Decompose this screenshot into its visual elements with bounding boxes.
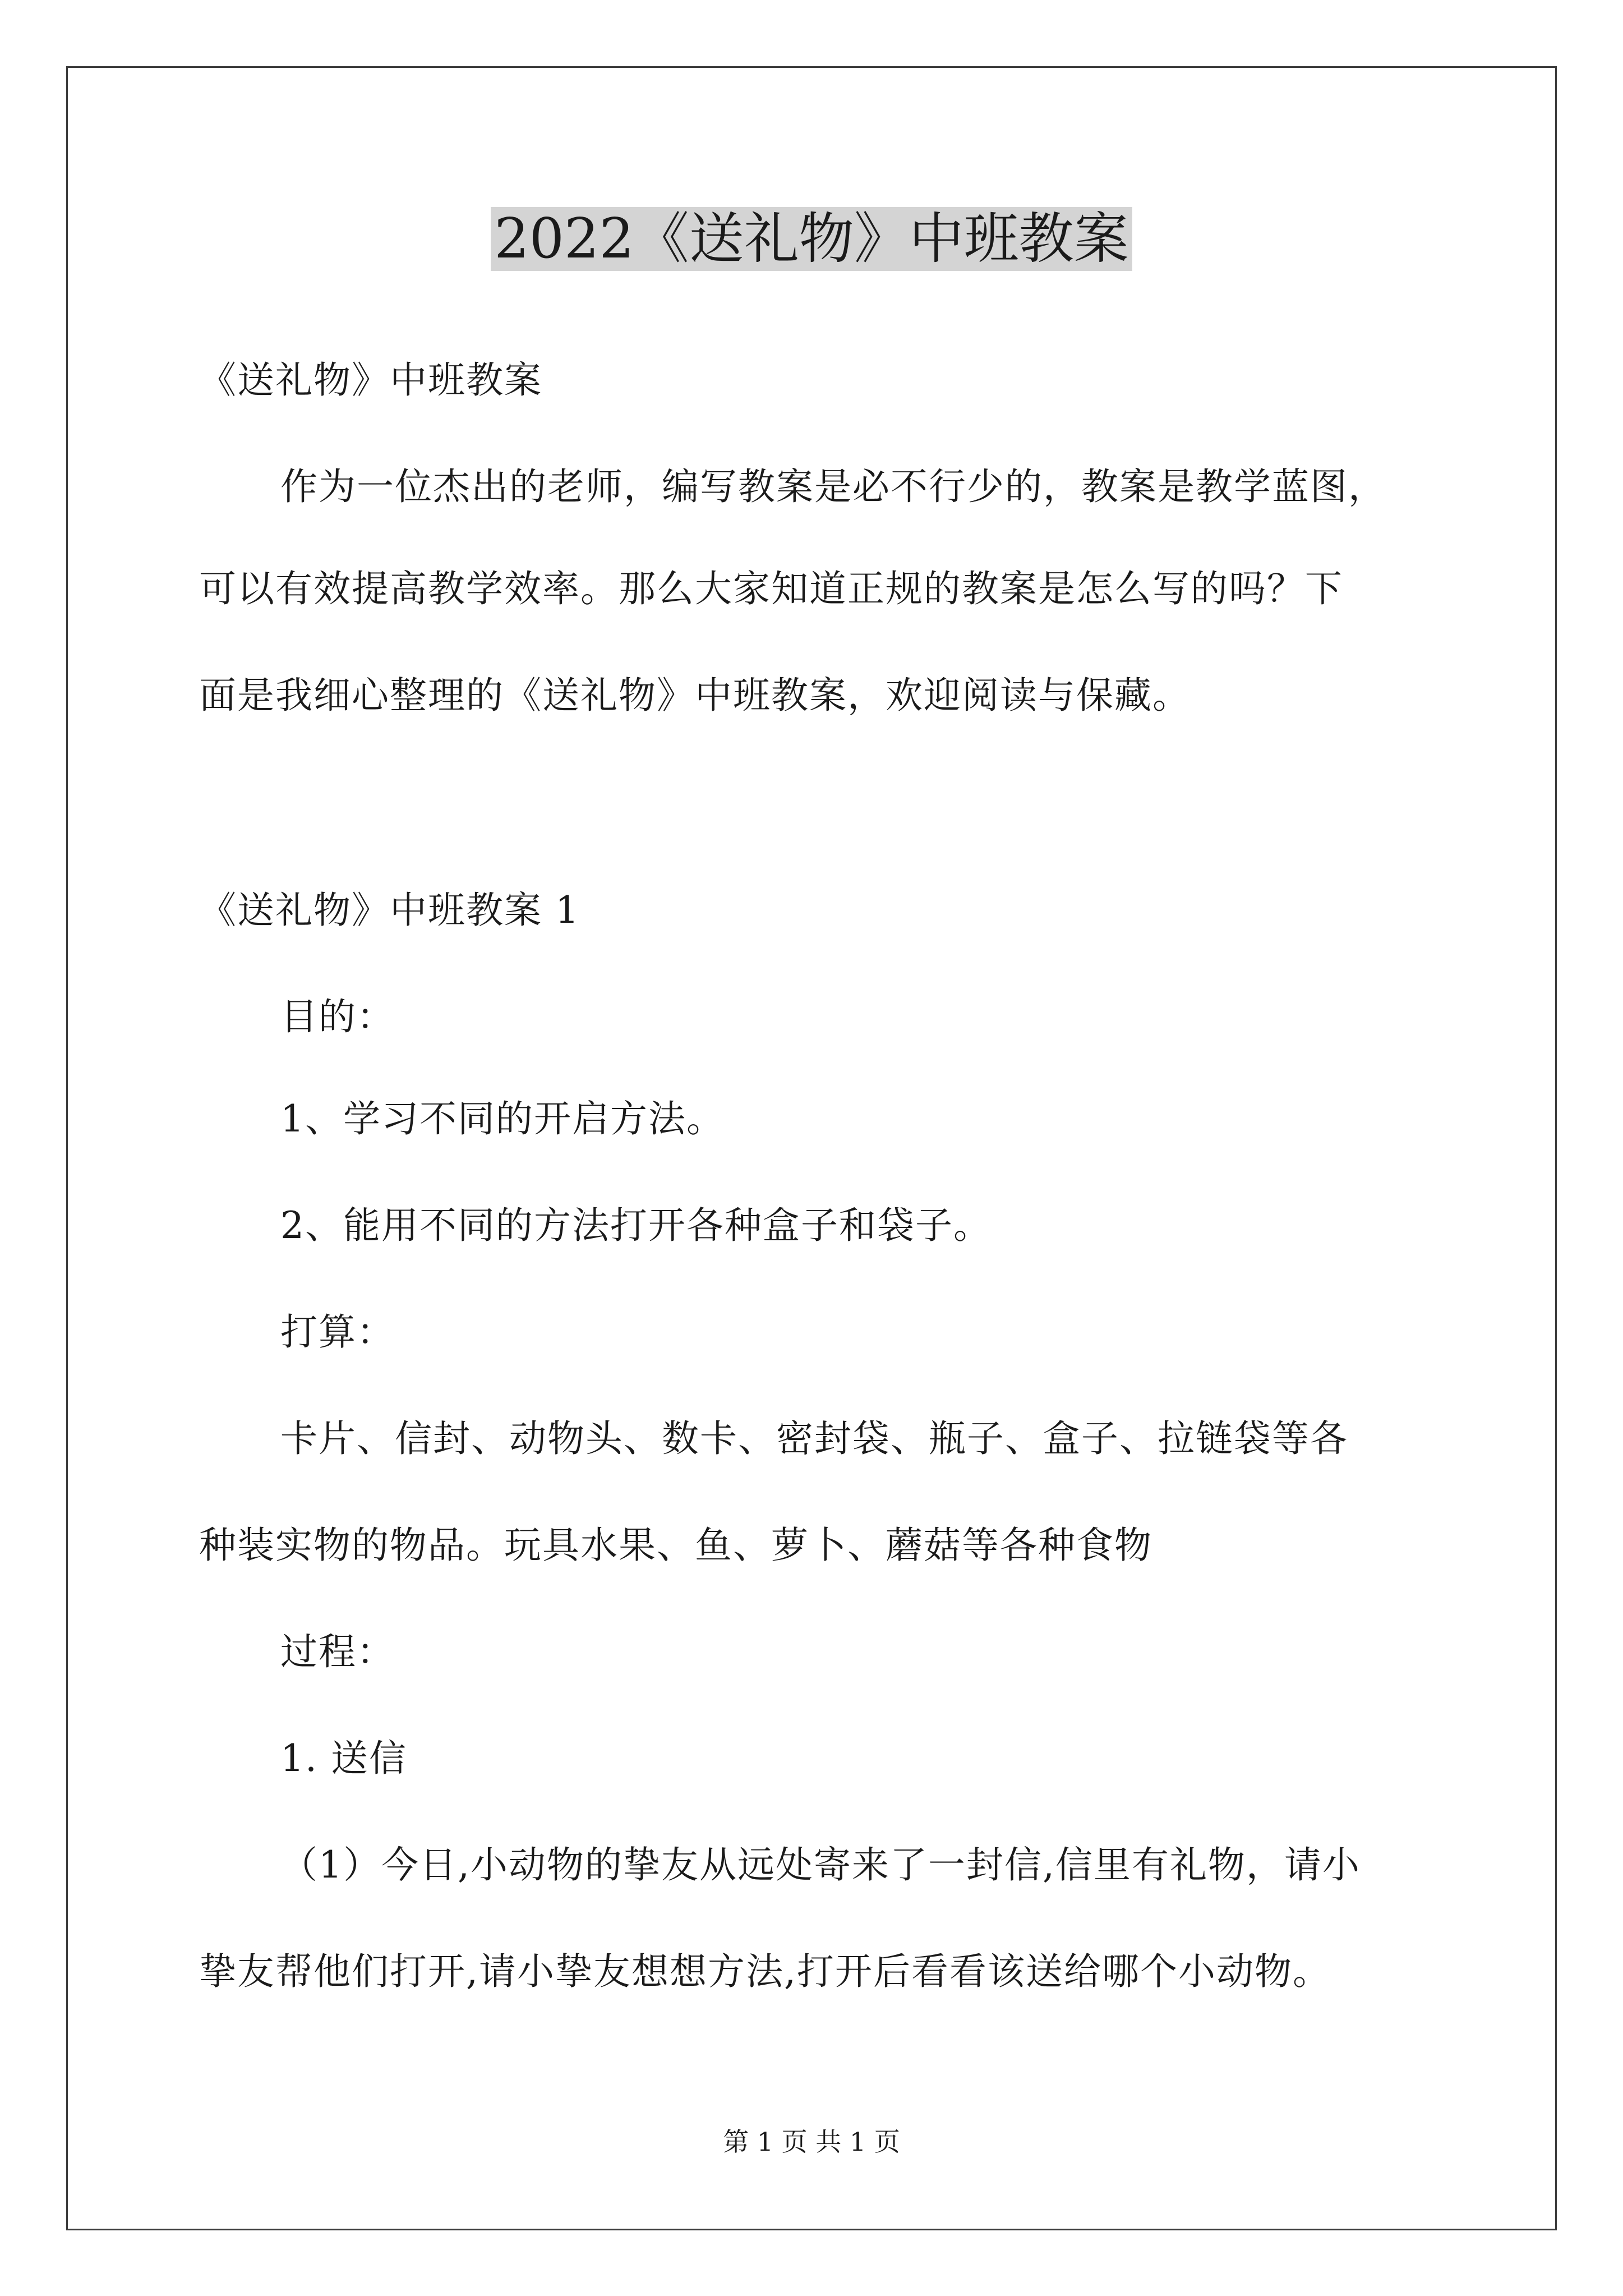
- paragraph-line: 过程：: [280, 1630, 395, 1673]
- paragraph-line: 1. 送信: [280, 1737, 407, 1780]
- paragraph-line: 面是我细心整理的《送礼物》中班教案，欢迎阅读与保藏。: [199, 674, 1191, 717]
- page-footer: 第 1 页 共 1 页: [723, 2127, 900, 2157]
- paragraph-line: 作为一位杰出的老师，编写教案是必不行少的，教案是教学蓝图，: [280, 465, 1386, 508]
- paragraph-line: （1）今日,小动物的挚友从远处寄来了一封信,信里有礼物，请小: [280, 1843, 1361, 1887]
- paragraph-line: 挚友帮他们打开,请小挚友想想方法,打开后看看该送给哪个小动物。: [199, 1950, 1331, 1993]
- document-title-text: 2022《送礼物》中班教案: [491, 207, 1132, 271]
- paragraph-line: 种装实物的物品。玩具水果、鱼、萝卜、蘑菇等各种食物: [199, 1524, 1152, 1567]
- subtitle: 《送礼物》中班教案: [199, 358, 542, 402]
- paragraph-line: 目的：: [280, 995, 395, 1038]
- paragraph-line: 打算：: [280, 1310, 395, 1354]
- document-title: [0, 200, 1623, 278]
- paragraph-line: 可以有效提高教学效率。那么大家知道正规的教案是怎么写的吗？下: [199, 567, 1343, 610]
- paragraph-line: 1、学习不同的开启方法。: [280, 1097, 725, 1140]
- section-heading: 《送礼物》中班教案 1: [199, 889, 580, 932]
- paragraph-line: 卡片、信封、动物头、数卡、密封袋、瓶子、盒子、拉链袋等各: [280, 1417, 1348, 1460]
- paragraph-line: 2、能用不同的方法打开各种盒子和袋子。: [280, 1204, 992, 1247]
